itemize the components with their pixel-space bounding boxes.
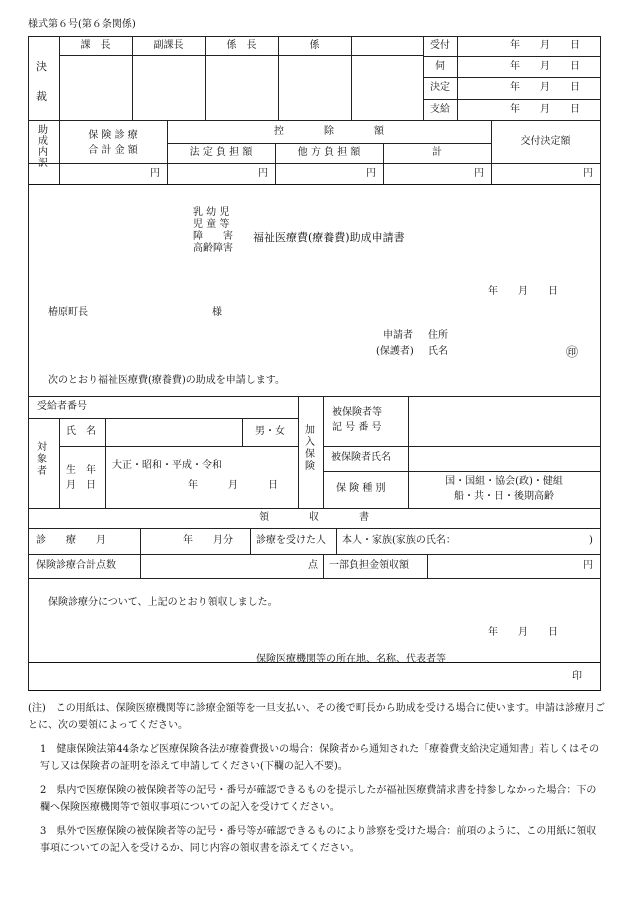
name-label: 氏名 xyxy=(428,346,448,357)
role-fukukacho: 副課長 xyxy=(153,40,184,51)
yen-unit: 円 xyxy=(258,168,268,179)
category-child: 児 童 等 xyxy=(193,219,230,230)
addressee-honorific: 様 xyxy=(212,307,222,318)
birth-date-value: 年 月 日 xyxy=(188,480,278,491)
note-item-2: 2 県内で医療保険の被保険者等の記号・番号が確認できるものを提示したが福祉医療費請求書を持参しなかった場合：下の欄へ保険医療機関等で領収事項についての記入を受けてください。 xyxy=(40,785,597,813)
patient-value: 本人・家族(家族の氏名： xyxy=(342,535,456,546)
institution-seal: 印 xyxy=(572,671,582,682)
birth-date-label: 生 年 月 日 xyxy=(66,465,96,491)
category-disabled: 障 害 xyxy=(193,231,233,242)
request-statement: 次のとおり福祉医療費(療養費)の助成を申請します。 xyxy=(48,375,286,386)
notes-intro: (注) この用紙は、保険医療機関等に診療金額等を一旦支払い、その後で町長から助成を受ける場合に使います。申請は診療月ごとに、次の要領によってください。 xyxy=(28,703,606,731)
subject-label: 対象者 xyxy=(37,442,47,477)
date-label-kettei: 決定 xyxy=(430,82,450,93)
note-item-3: 3 県外で医療保険の被保険者等の記号・番号等が確認できるものにより診察を受けた場合：前項のように、この用紙に領収事項についての記入を受けるか、同じ内容の領収書を添えてください。 xyxy=(40,826,597,854)
date-label-uketsuke: 受付 xyxy=(430,40,450,51)
insured-total-label: 保 険 診 療 合 計 金 額 xyxy=(88,130,138,156)
insurance-type-label: 保 険 種 別 xyxy=(336,483,386,494)
points-total-label: 保険診療合計点数 xyxy=(36,560,116,571)
patient-label: 診療を受けた人 xyxy=(256,535,326,546)
receipt-date: 年 月 日 xyxy=(488,627,558,638)
date-label-ukagai: 伺 xyxy=(435,61,445,72)
yen-unit: 円 xyxy=(474,168,484,179)
patient-close-paren: ) xyxy=(589,535,593,546)
insurance-type-options: 国・国組・協会(政)・健組 船・共・日・後期高齢 xyxy=(445,476,563,502)
era-options: 大正・昭和・平成・令和 xyxy=(112,460,222,471)
seal-mark: ㊞ xyxy=(566,345,579,359)
patient-name-label: 氏 名 xyxy=(66,426,96,437)
date-label-shikyu: 支給 xyxy=(430,104,450,115)
approval-title: 決 裁 xyxy=(36,60,58,103)
category-list xyxy=(193,207,233,255)
points-unit: 点 xyxy=(308,560,318,571)
form-number: 様式第６号(第６条関係) xyxy=(28,19,136,30)
yen-unit: 円 xyxy=(583,168,593,179)
date-value-kettei: 年 月 日 xyxy=(510,82,580,93)
address-label: 住所 xyxy=(428,330,448,341)
statutory-label: 法 定 負 担 額 xyxy=(189,147,253,158)
copay-label: 一部負担金領収額 xyxy=(329,560,409,571)
subtotal-label: 計 xyxy=(432,147,442,158)
treatment-month-label: 診 療 月 xyxy=(36,535,106,546)
gender-options: 男・女 xyxy=(255,426,285,437)
other-burden-label: 他 方 負 担 額 xyxy=(297,147,361,158)
applicant-label: 申請者 xyxy=(383,330,413,341)
application-date: 年 月 日 xyxy=(488,286,558,297)
category-infant: 乳 幼 児 xyxy=(193,207,230,218)
breakdown-side-label: 助成内訳 xyxy=(38,125,48,169)
role-kakaricho: 係 長 xyxy=(226,40,257,51)
deduction-label: 控 除 額 xyxy=(274,126,384,137)
yen-unit: 円 xyxy=(366,168,376,179)
yen-unit: 円 xyxy=(583,560,593,571)
guardian-label: (保護者) xyxy=(376,346,414,357)
addressee: 椿原町長 xyxy=(48,307,88,318)
treatment-month-value: 年 月分 xyxy=(183,535,233,546)
receipt-title: 領 収 書 xyxy=(259,512,369,523)
recipient-number-label: 受給者番号 xyxy=(37,401,87,412)
date-value-uketsuke: 年 月 日 xyxy=(510,40,580,51)
note-item-1: 1 健康保険法第44条など医療保険各法が療養費扱いの場合：保険者から通知された「療養費支給決定通知書」若しくはその写し又は保険者の証明を添えて申請してください(下欄の記入不要)。 xyxy=(40,744,600,772)
yen-unit: 円 xyxy=(150,168,160,179)
category-elderly-disabled: 高齢障害 xyxy=(193,243,233,254)
date-value-shikyu: 年 月 日 xyxy=(510,104,580,115)
application-title: 福祉医療費(療養費)助成申請書 xyxy=(253,231,405,244)
insured-number-label: 被保険者等 記 号 番 号 xyxy=(332,407,382,433)
institution-label: 保険医療機関等の所在地、名称、代表者等 xyxy=(256,654,446,665)
date-value-ukagai: 年 月 日 xyxy=(510,61,580,72)
insured-name-label: 被保険者氏名 xyxy=(331,452,391,463)
role-kacho: 課 長 xyxy=(80,40,111,51)
role-kakari: 係 xyxy=(309,40,320,51)
insurance-side-label: 加入保険 xyxy=(305,425,315,472)
decision-amount-label: 交付決定額 xyxy=(520,136,571,147)
receipt-statement: 保険診療分について、上記のとおり領収しました。 xyxy=(48,597,278,608)
